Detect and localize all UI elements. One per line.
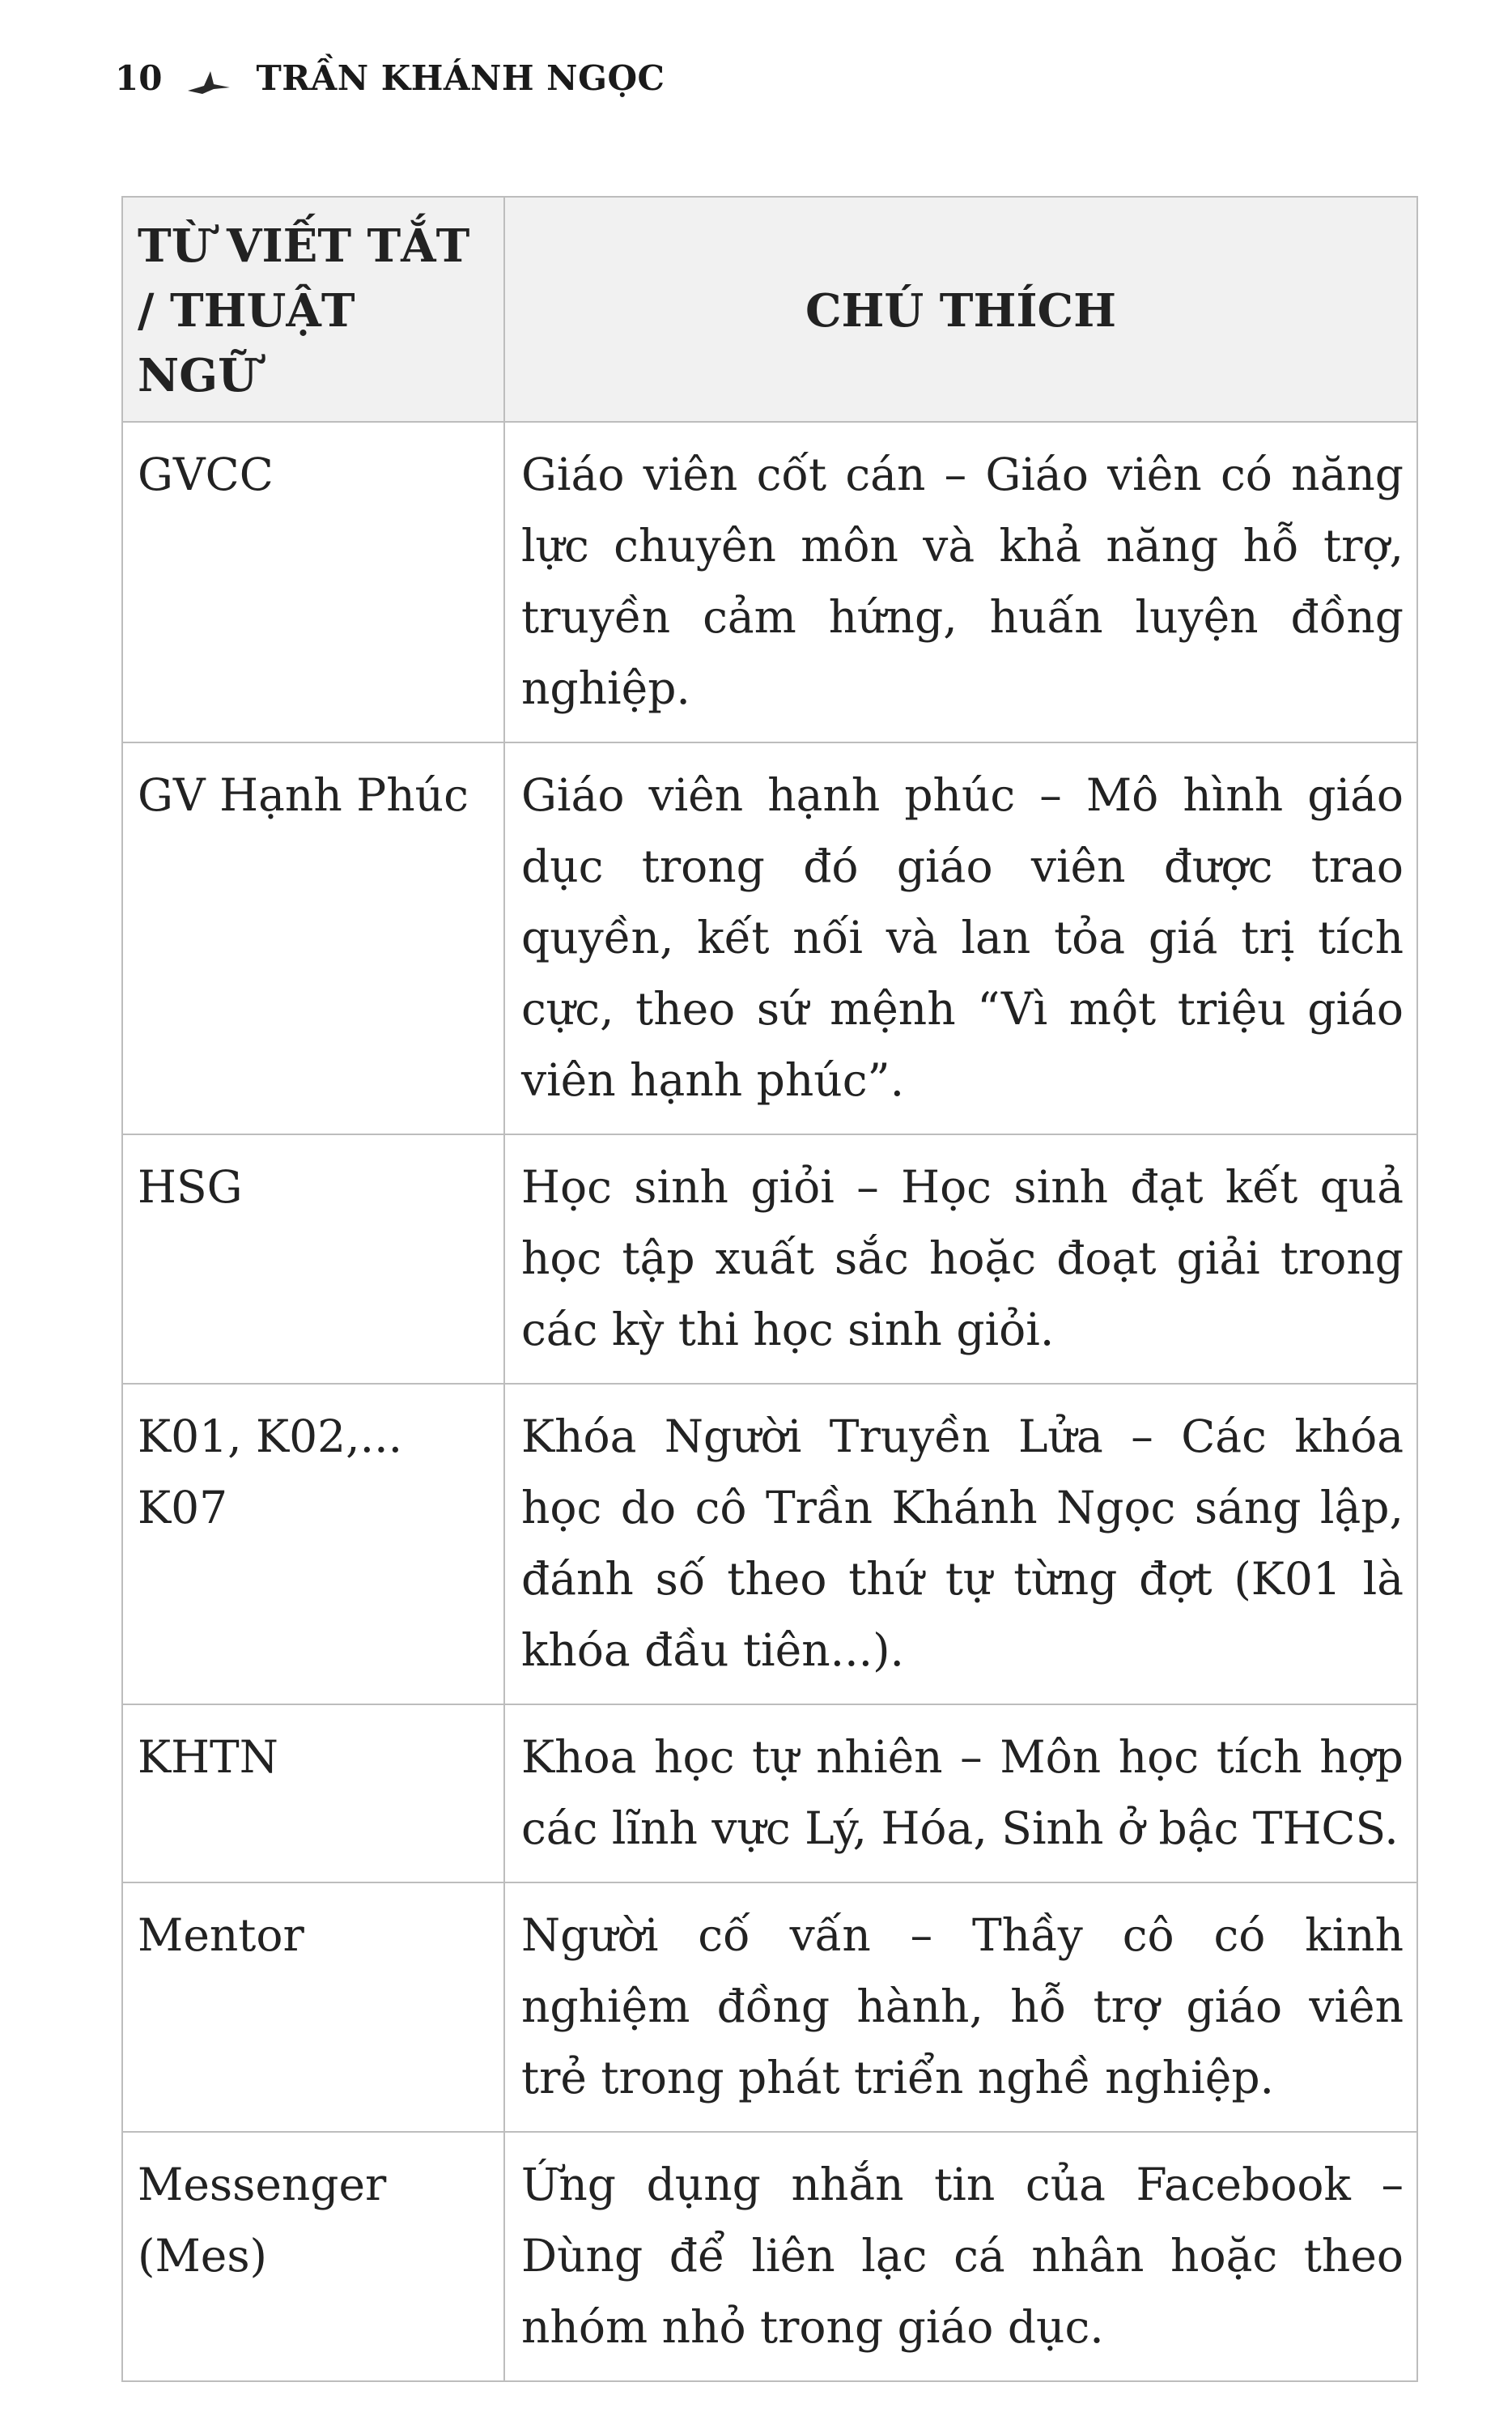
table-row [122,1134,1417,1384]
glossary-table [121,196,1418,2382]
table-row [122,1384,1417,1704]
term-cell: GV Hạnh Phúc [122,742,504,1134]
description-cell: Người cố vấn – Thầy cô có kinh nghiệm đồng hành, hỗ trợ giáo viên trẻ trong phát triển nghề nghiệp. [504,1882,1417,2132]
term-cell: HSG [122,1134,504,1384]
term-cell: KHTN [122,1704,504,1882]
description-cell: Giáo viên hạnh phúc – Mô hình giáo dục trong đó giáo viên được trao quyền, kết nối và lan tỏa giá trị tích cực, theo sứ mệnh “Vì một triệu giáo viên hạnh phúc”. [504,742,1417,1134]
table-row [122,422,1417,742]
bird-logo-icon [186,64,231,93]
table-row [122,1882,1417,2132]
page-header [115,58,665,98]
description-cell: Ứng dụng nhắn tin của Facebook – Dùng để liên lạc cá nhân hoặc theo nhóm nhỏ trong giáo dục. [504,2132,1417,2381]
table-row [122,1704,1417,1882]
description-cell: Giáo viên cốt cán – Giáo viên có năng lực chuyên môn và khả năng hỗ trợ, truyền cảm hứng, huấn luyện đồng nghiệp. [504,422,1417,742]
term-cell: Messenger (Mes) [122,2132,504,2381]
author-name: TRẦN KHÁNH NGỌC [256,58,665,98]
table-row [122,2132,1417,2381]
description-cell: Khoa học tự nhiên – Môn học tích hợp các lĩnh vực Lý, Hóa, Sinh ở bậc THCS. [504,1704,1417,1882]
table-row [122,742,1417,1134]
page-number: 10 [115,58,163,98]
term-cell: K01, K02,... K07 [122,1384,504,1704]
column-header-term: TỪ VIẾT TẮT / THUẬT NGỮ [122,197,504,422]
description-cell: Khóa Người Truyền Lửa – Các khóa học do cô Trần Khánh Ngọc sáng lập, đánh số theo thứ tự từng đợt (K01 là khóa đầu tiên...). [504,1384,1417,1704]
term-cell: GVCC [122,422,504,742]
column-header-note: CHÚ THÍCH [504,197,1417,422]
table-header-row [122,197,1417,422]
term-cell: Mentor [122,1882,504,2132]
description-cell: Học sinh giỏi – Học sinh đạt kết quả học tập xuất sắc hoặc đoạt giải trong các kỳ thi học sinh giỏi. [504,1134,1417,1384]
